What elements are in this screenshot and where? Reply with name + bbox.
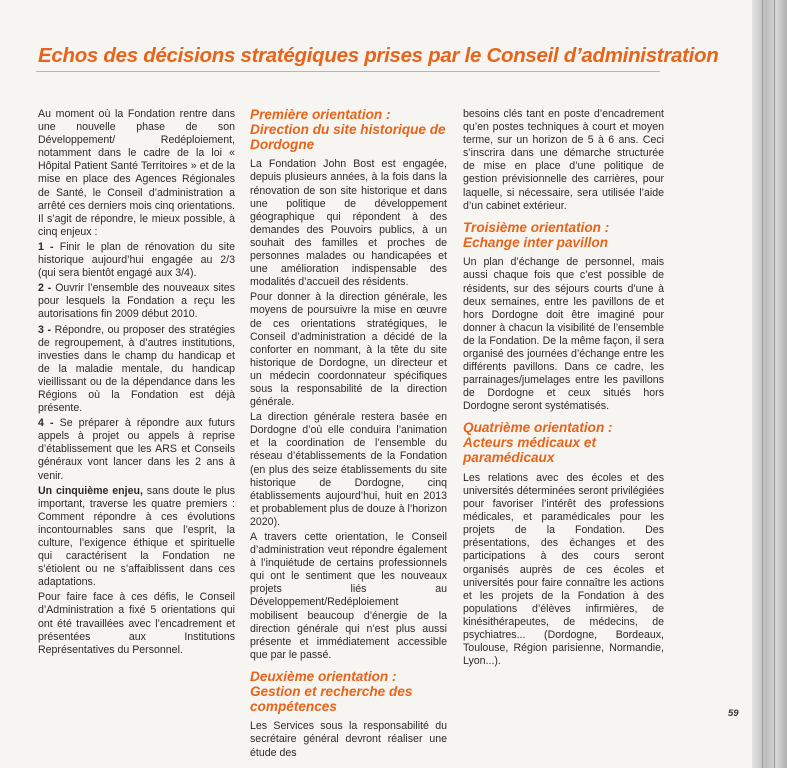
enjeu-4: 4 - Se préparer à répondre aux futurs appels à projet ou appels à reprise d’établissement que les ARS et Conseils généraux vont lancer dans les 2 ans à venir. — [38, 417, 235, 482]
column-2 — [250, 108, 447, 762]
enjeu-1: 1 - Finir le plan de rénovation du site historique aujourd’hui engagée au 2/3 (qui sera bientôt engagé aux 3/4). — [38, 240, 235, 280]
orientation-1-para-2: Pour donner à la direction générale, les moyens de poursuivre la mise en œuvre de ces orientations stratégiques, le Conseil d’administration a décidé de la conforter en nommant, à la tête du site historique de Dordogne, un directeur et un médecin coordonnateur spécifiques sous la responsabilité de la direction générale. — [250, 291, 447, 409]
orientation-4-para-1: Les relations avec des écoles et des universités déterminées seront privilégiées pour favoriser l’intérêt des professions médicales, et paramédicales pour les projets de la Fondation. Des présentations, des échanges et des participations à des cours seront organisés auprès de ces écoles et universités pour faire connaître les actions et les projets de la Fondation à des populations d’élèves infirmières, de kinésithérapeutes, de médecins, de psychiatres... (Dordogne, Bordeaux, Toulouse, Région parisienne, Normandie, Lyon...). — [463, 471, 664, 668]
edge-line — [762, 0, 763, 768]
closing-paragraph: Pour faire face à ces défis, le Conseil d’Administration a fixé 5 orientations qui ont été travaillées avec l’encadrement et présentées aux Institutions Représentatives du Personnel. — [38, 591, 235, 656]
heading-orientation-2: Deuxième orientation : Gestion et recherche des compétences — [250, 668, 413, 714]
page-edge — [752, 0, 787, 768]
orientation-1-para-3: La direction générale restera basée en Dordogne d’où elle conduira l’animation et la coordination de l’ensemble du réseau d’établissements de la Fondation (en plus des seize établissements du site historique de Dordogne, cinq établissements aujourd’hui, huit en 2013 et probablement plus de douze à l’horizon 2020). — [250, 411, 447, 528]
orientation-2-para-1: Les Services sous la responsabilité du secrétaire général devront réaliser une étude des — [250, 720, 447, 759]
page-title: Echos des décisions stratégiques prises par le Conseil d’administration — [38, 44, 719, 67]
enjeu-5: Un cinquième enjeu, sans doute le plus important, traverse les quatre premiers : Comment répondre à ces évolutions incontournables sans que l’esprit, la culture, l’exigence éthique et spirituelle qui caractérisent la Fondation ne s’étiolent ou ne s’affaiblissent dans ces adaptations. — [38, 484, 236, 589]
orientation-1-para-1: La Fondation John Bost est engagée, depuis plusieurs années, à la fois dans la rénovation de son site historique et dans une politique de développement géographique qui répondent à des demandes des Pouvoirs publics, à un souhait des familles et proches de personnes malades ou handicapées et une amélioration indispensable des modalités d’accueil des résidents. — [250, 158, 447, 289]
edge-line — [774, 0, 775, 768]
title-rule — [36, 71, 660, 72]
heading-orientation-3: Troisième orientation : Echange inter pavillon — [463, 219, 610, 250]
page-number: 59 — [728, 708, 739, 719]
column-3 — [463, 108, 664, 670]
orientation-2-para-2: besoins clés tant en poste d’encadrement qu’en postes techniques à court et moyen terme, sur un horizon de 5 à 6 ans. Ceci s’inscrira dans une démarche structurée de mise en place d’une politique de gestion prévisionnelle des carrières, pour laquelle, si nécessaire, sera utilisée l’aide d’un cabinet extérieur. — [463, 108, 664, 212]
heading-orientation-4: Quatrième orientation : Acteurs médicaux et paramédicaux — [463, 420, 613, 466]
column-1 — [38, 108, 235, 659]
enjeu-3: 3 - Répondre, ou proposer des stratégies de regroupement, à d’autres institutions, investies dans le champ du handicap et de la maladie mentale, du handicap vieillissant ou de la dépendance dans les Régions où la Fondation est déjà présente. — [38, 323, 235, 415]
intro-paragraph: Au moment où la Fondation rentre dans une nouvelle phase de son Développement/ Redéploiement, notamment dans le cadre de la loi « Hôpital Patient Santé Territoires » et de la mise en place des Agences Régionales de Santé, le Conseil d’administration a arrêté ces derniers mois cinq orientations. Il s’agit de répondre, le mieux possible, à cinq enjeux : — [38, 108, 235, 238]
orientation-3-para-1: Un plan d’échange de personnel, mais aussi chaque fois que c’est possible de résidents, sur des séjours courts d’une à deux semaines, entre les pavillons de et hors Dordogne doit être imaginé pour donner à chacun la visibilité de l’ensemble de la Fondation. De la même façon, il sera organisé des journées d’échange entre les différents pavillons. Dans ce cadre, les parrainages/jumelages entre les pavillons de Dordogne et ceux situés hors Dordogne seront systématisés. — [463, 256, 664, 413]
heading-orientation-1: Première orientation : Direction du site historique de Dordogne — [250, 107, 446, 152]
orientation-1-para-4: A travers cette orientation, le Conseil d’administration veut répondre également à l’inquiétude de certains professionnels qui ont le sentiment que les nouveaux projets liés au Développement/Redéploiement mobilisent beaucoup d’énergie de la direction générale qui n’est plus aussi présente et immédiatement accessible que par le passé. — [250, 531, 447, 661]
enjeu-2: 2 - Ouvrir l’ensemble des nouveaux sites pour lesquels la Fondation a reçu les autorisations fin 2009 début 2010. — [38, 282, 235, 321]
